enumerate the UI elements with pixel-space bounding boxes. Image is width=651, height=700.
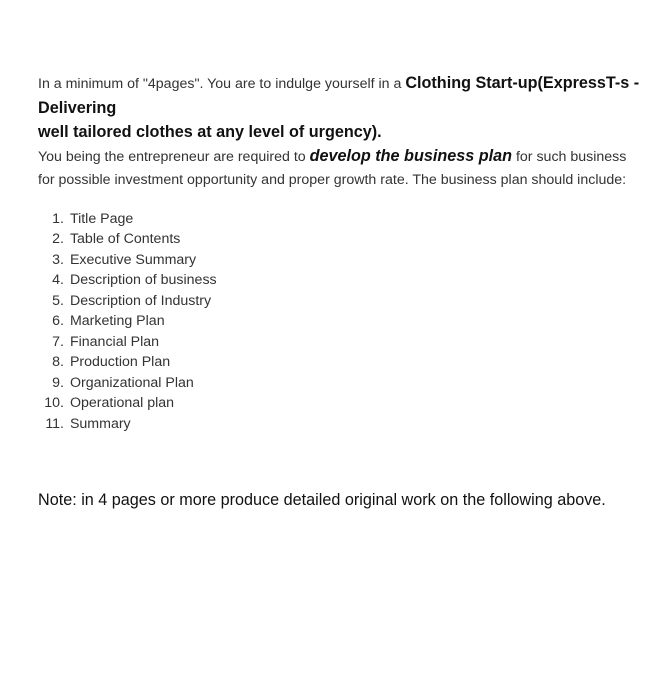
list-item [38, 270, 644, 291]
list-item [38, 229, 644, 250]
list-item-number: 11. [45, 415, 64, 432]
business-plan-list [38, 209, 644, 435]
list-item [38, 332, 644, 353]
list-item-label: Description of business [69, 272, 217, 288]
list-item [38, 414, 644, 435]
intro-text-3: for such business for possible investment opportunity and proper growth rate. The business plan should include: [38, 148, 627, 188]
list-item-number: 4. [52, 272, 64, 288]
intro-text-2: You being the entrepreneur are required to [38, 148, 310, 165]
list-item-label: Table of Contents [69, 231, 181, 247]
list-item-label: Title Page [69, 210, 134, 227]
list-item-number: 2. [52, 231, 64, 247]
note-text: Note: in 4 pages or more produce detailed original work on the following above. [38, 491, 606, 509]
startup-name: Clothing Start-up(ExpressT-s - Delivering [38, 74, 640, 117]
list-item-label: Financial Plan [69, 333, 160, 350]
list-item-number: 1. [52, 210, 64, 227]
list-item-number: 3. [52, 251, 64, 268]
list-item [38, 373, 644, 394]
list-item-label: Operational plan [69, 395, 175, 411]
list-item [38, 393, 644, 414]
list-item [38, 311, 644, 332]
list-item-number: 9. [52, 374, 64, 391]
list-item [38, 209, 644, 230]
intro-text-1: In a minimum of "4pages". You are to indulge yourself in a [38, 76, 406, 92]
assignment-document [38, 72, 644, 434]
list-item-number: 5. [52, 292, 64, 309]
startup-tagline: well tailored clothes at any level of urgency). [38, 123, 382, 141]
list-item [38, 291, 644, 312]
list-item-number: 8. [52, 354, 64, 370]
list-item [38, 250, 644, 271]
list-item-number: 7. [52, 333, 64, 350]
list-item-number: 10. [44, 395, 64, 411]
list-item-label: Executive Summary [69, 251, 197, 268]
list-item-label: Organizational Plan [69, 374, 194, 391]
list-item-label: Description of Industry [69, 292, 212, 309]
list-item-number: 6. [52, 313, 64, 329]
list-item-label: Production Plan [69, 354, 171, 370]
task-emphasis: develop the business plan [309, 146, 513, 165]
list-item [38, 352, 644, 373]
list-item-label: Summary [69, 415, 131, 432]
intro-paragraph [38, 72, 644, 193]
list-item-label: Marketing Plan [69, 313, 165, 329]
